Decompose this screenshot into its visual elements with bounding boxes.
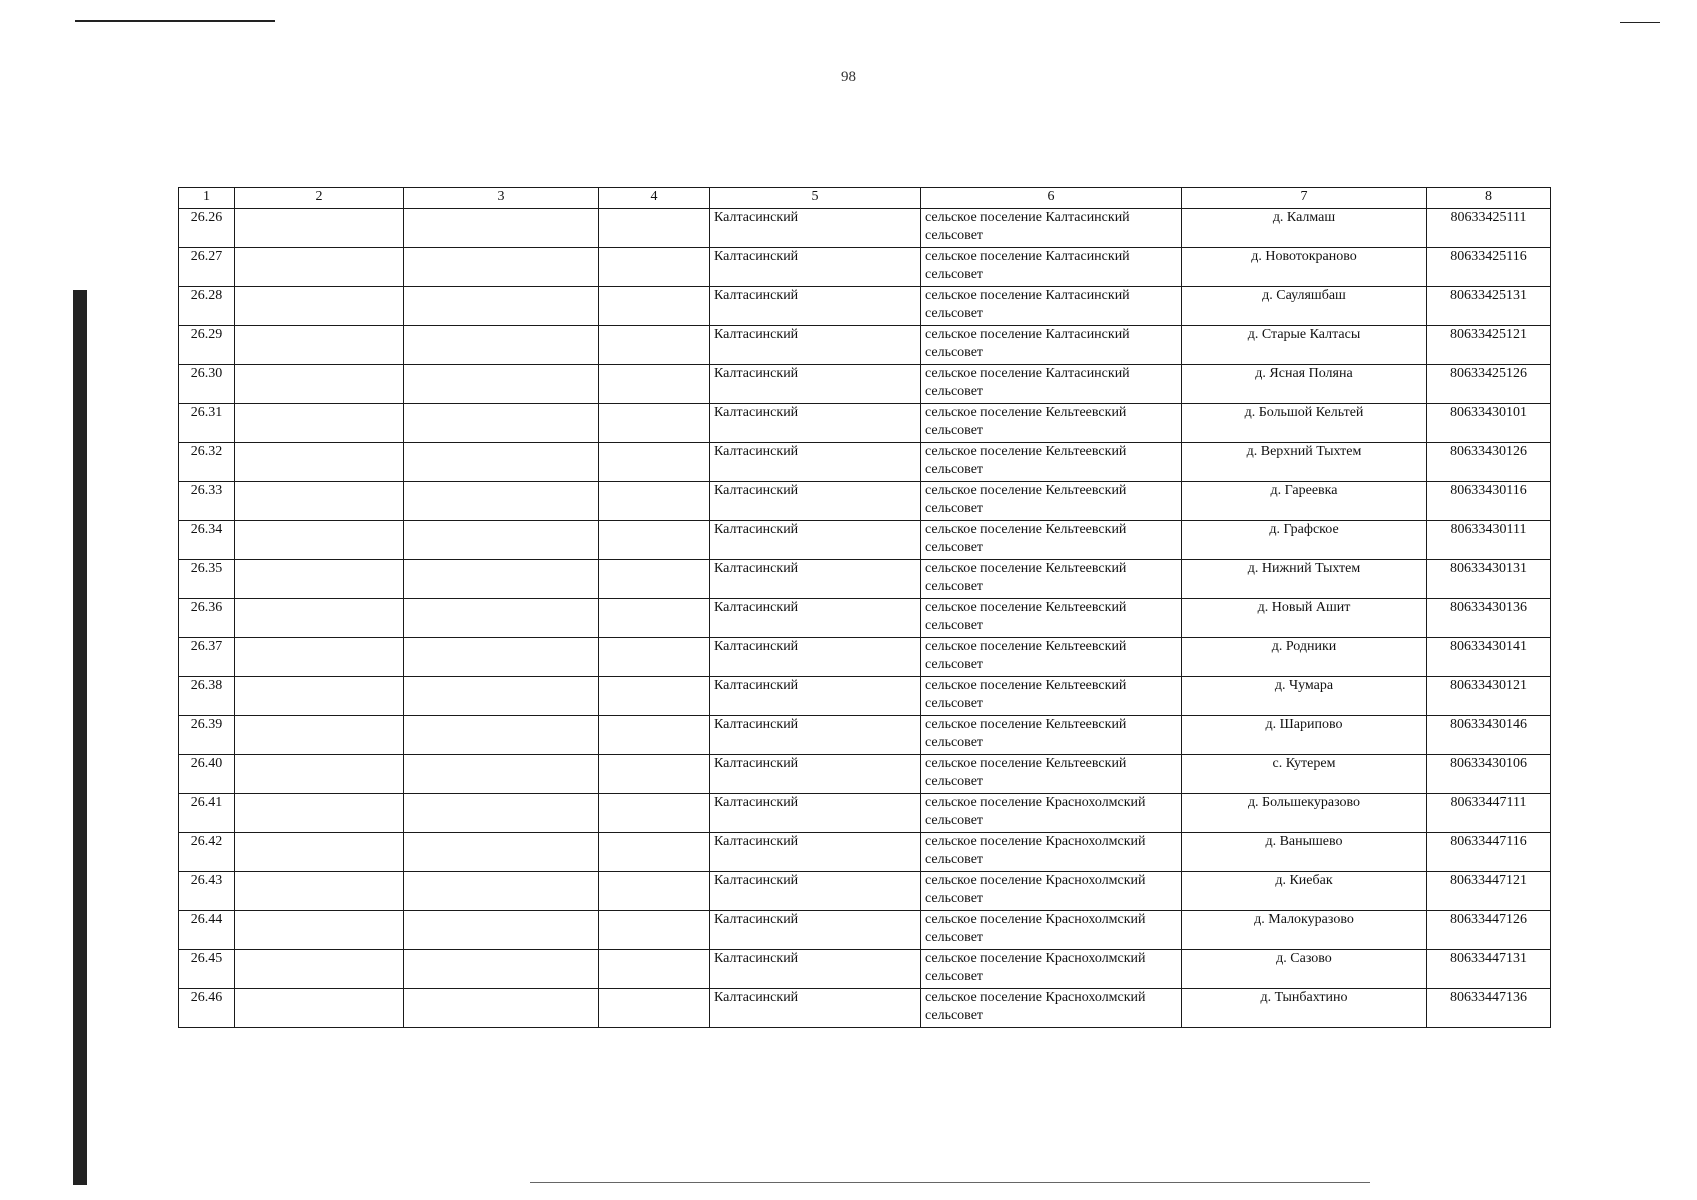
settlement-cell: сельское поселение Калтасинский сельсовет bbox=[921, 209, 1182, 248]
table-row bbox=[179, 872, 1551, 911]
cell-col2 bbox=[235, 638, 404, 677]
cell-col4 bbox=[599, 638, 710, 677]
column-header: 1 bbox=[179, 188, 235, 209]
cell-col4 bbox=[599, 950, 710, 989]
table-row bbox=[179, 950, 1551, 989]
table-row bbox=[179, 443, 1551, 482]
column-header: 3 bbox=[404, 188, 599, 209]
oktmo-code-cell: 80633447111 bbox=[1427, 794, 1551, 833]
row-number: 26.28 bbox=[179, 287, 235, 326]
locality-cell: д. Новотокраново bbox=[1182, 248, 1427, 287]
cell-col4 bbox=[599, 248, 710, 287]
cell-col3 bbox=[404, 521, 599, 560]
cell-col2 bbox=[235, 716, 404, 755]
locality-cell: д. Новый Ашит bbox=[1182, 599, 1427, 638]
cell-col4 bbox=[599, 677, 710, 716]
cell-col2 bbox=[235, 560, 404, 599]
district-cell: Калтасинский bbox=[710, 209, 921, 248]
cell-col3 bbox=[404, 482, 599, 521]
locality-cell: д. Ясная Поляна bbox=[1182, 365, 1427, 404]
cell-col2 bbox=[235, 365, 404, 404]
row-number: 26.38 bbox=[179, 677, 235, 716]
cell-col3 bbox=[404, 716, 599, 755]
oktmo-code-cell: 80633447136 bbox=[1427, 989, 1551, 1028]
cell-col3 bbox=[404, 326, 599, 365]
oktmo-code-cell: 80633447121 bbox=[1427, 872, 1551, 911]
settlement-cell: сельское поселение Кельтеевский сельсовет bbox=[921, 404, 1182, 443]
table-row bbox=[179, 794, 1551, 833]
table-row bbox=[179, 989, 1551, 1028]
cell-col2 bbox=[235, 989, 404, 1028]
scan-edge-top-left bbox=[75, 20, 275, 22]
oktmo-code-cell: 80633430121 bbox=[1427, 677, 1551, 716]
row-number: 26.41 bbox=[179, 794, 235, 833]
locality-cell: д. Ванышево bbox=[1182, 833, 1427, 872]
column-header: 6 bbox=[921, 188, 1182, 209]
cell-col3 bbox=[404, 404, 599, 443]
settlement-cell: сельское поселение Краснохолмский сельсовет bbox=[921, 911, 1182, 950]
cell-col4 bbox=[599, 287, 710, 326]
district-cell: Калтасинский bbox=[710, 248, 921, 287]
row-number: 26.36 bbox=[179, 599, 235, 638]
locality-cell: д. Большой Кельтей bbox=[1182, 404, 1427, 443]
oktmo-code-cell: 80633430116 bbox=[1427, 482, 1551, 521]
settlement-cell: сельское поселение Кельтеевский сельсовет bbox=[921, 755, 1182, 794]
district-cell: Калтасинский bbox=[710, 794, 921, 833]
settlement-cell: сельское поселение Кельтеевский сельсовет bbox=[921, 521, 1182, 560]
district-cell: Калтасинский bbox=[710, 911, 921, 950]
locality-cell: с. Кутерем bbox=[1182, 755, 1427, 794]
cell-col2 bbox=[235, 833, 404, 872]
row-number: 26.40 bbox=[179, 755, 235, 794]
settlement-cell: сельское поселение Краснохолмский сельсовет bbox=[921, 833, 1182, 872]
cell-col4 bbox=[599, 872, 710, 911]
locality-cell: д. Старые Калтасы bbox=[1182, 326, 1427, 365]
oktmo-code-cell: 80633425126 bbox=[1427, 365, 1551, 404]
table-row bbox=[179, 716, 1551, 755]
row-number: 26.29 bbox=[179, 326, 235, 365]
table-row bbox=[179, 248, 1551, 287]
settlement-cell: сельское поселение Кельтеевский сельсовет bbox=[921, 560, 1182, 599]
row-number: 26.32 bbox=[179, 443, 235, 482]
settlements-table bbox=[178, 187, 1551, 1028]
table-header-row bbox=[179, 188, 1551, 209]
table-row bbox=[179, 287, 1551, 326]
row-number: 26.31 bbox=[179, 404, 235, 443]
cell-col2 bbox=[235, 599, 404, 638]
oktmo-code-cell: 80633425111 bbox=[1427, 209, 1551, 248]
column-header: 5 bbox=[710, 188, 921, 209]
table-row bbox=[179, 482, 1551, 521]
district-cell: Калтасинский bbox=[710, 443, 921, 482]
cell-col2 bbox=[235, 950, 404, 989]
settlement-cell: сельское поселение Краснохолмский сельсовет bbox=[921, 950, 1182, 989]
table-row bbox=[179, 521, 1551, 560]
scan-edge-bottom bbox=[530, 1182, 1370, 1183]
cell-col2 bbox=[235, 443, 404, 482]
district-cell: Калтасинский bbox=[710, 950, 921, 989]
table-row bbox=[179, 404, 1551, 443]
cell-col4 bbox=[599, 911, 710, 950]
row-number: 26.35 bbox=[179, 560, 235, 599]
page-number: 98 bbox=[841, 69, 856, 85]
table-row bbox=[179, 326, 1551, 365]
oktmo-code-cell: 80633430106 bbox=[1427, 755, 1551, 794]
locality-cell: д. Верхний Тыхтем bbox=[1182, 443, 1427, 482]
cell-col2 bbox=[235, 482, 404, 521]
column-header: 8 bbox=[1427, 188, 1551, 209]
scan-edge-left-bar bbox=[73, 290, 87, 1185]
locality-cell: д. Киебак bbox=[1182, 872, 1427, 911]
row-number: 26.37 bbox=[179, 638, 235, 677]
oktmo-code-cell: 80633425121 bbox=[1427, 326, 1551, 365]
locality-cell: д. Большекуразово bbox=[1182, 794, 1427, 833]
district-cell: Калтасинский bbox=[710, 560, 921, 599]
settlement-cell: сельское поселение Кельтеевский сельсовет bbox=[921, 638, 1182, 677]
locality-cell: д. Шарипово bbox=[1182, 716, 1427, 755]
cell-col3 bbox=[404, 950, 599, 989]
locality-cell: д. Графское bbox=[1182, 521, 1427, 560]
table-row bbox=[179, 833, 1551, 872]
cell-col3 bbox=[404, 560, 599, 599]
oktmo-code-cell: 80633447116 bbox=[1427, 833, 1551, 872]
cell-col2 bbox=[235, 209, 404, 248]
cell-col3 bbox=[404, 365, 599, 404]
locality-cell: д. Родники bbox=[1182, 638, 1427, 677]
cell-col2 bbox=[235, 872, 404, 911]
cell-col4 bbox=[599, 560, 710, 599]
cell-col4 bbox=[599, 482, 710, 521]
table-row bbox=[179, 911, 1551, 950]
cell-col2 bbox=[235, 326, 404, 365]
oktmo-code-cell: 80633447131 bbox=[1427, 950, 1551, 989]
settlement-cell: сельское поселение Калтасинский сельсовет bbox=[921, 326, 1182, 365]
settlement-cell: сельское поселение Калтасинский сельсовет bbox=[921, 248, 1182, 287]
cell-col2 bbox=[235, 794, 404, 833]
cell-col4 bbox=[599, 521, 710, 560]
district-cell: Калтасинский bbox=[710, 482, 921, 521]
district-cell: Калтасинский bbox=[710, 521, 921, 560]
oktmo-code-cell: 80633430141 bbox=[1427, 638, 1551, 677]
scan-edge-top-right bbox=[1620, 22, 1660, 23]
row-number: 26.44 bbox=[179, 911, 235, 950]
district-cell: Калтасинский bbox=[710, 365, 921, 404]
cell-col4 bbox=[599, 326, 710, 365]
row-number: 26.30 bbox=[179, 365, 235, 404]
table-row bbox=[179, 638, 1551, 677]
table-row bbox=[179, 365, 1551, 404]
district-cell: Калтасинский bbox=[710, 599, 921, 638]
cell-col4 bbox=[599, 599, 710, 638]
row-number: 26.45 bbox=[179, 950, 235, 989]
cell-col4 bbox=[599, 755, 710, 794]
cell-col3 bbox=[404, 209, 599, 248]
locality-cell: д. Тынбахтино bbox=[1182, 989, 1427, 1028]
cell-col3 bbox=[404, 248, 599, 287]
cell-col3 bbox=[404, 677, 599, 716]
oktmo-code-cell: 80633430146 bbox=[1427, 716, 1551, 755]
oktmo-code-cell: 80633430136 bbox=[1427, 599, 1551, 638]
row-number: 26.33 bbox=[179, 482, 235, 521]
table-row bbox=[179, 599, 1551, 638]
cell-col3 bbox=[404, 989, 599, 1028]
cell-col4 bbox=[599, 794, 710, 833]
cell-col4 bbox=[599, 989, 710, 1028]
cell-col3 bbox=[404, 911, 599, 950]
table-row bbox=[179, 755, 1551, 794]
district-cell: Калтасинский bbox=[710, 638, 921, 677]
locality-cell: д. Малокуразово bbox=[1182, 911, 1427, 950]
settlement-cell: сельское поселение Кельтеевский сельсовет bbox=[921, 716, 1182, 755]
settlement-cell: сельское поселение Краснохолмский сельсовет bbox=[921, 989, 1182, 1028]
locality-cell: д. Чумара bbox=[1182, 677, 1427, 716]
row-number: 26.42 bbox=[179, 833, 235, 872]
cell-col4 bbox=[599, 833, 710, 872]
column-header: 7 bbox=[1182, 188, 1427, 209]
row-number: 26.46 bbox=[179, 989, 235, 1028]
settlement-cell: сельское поселение Кельтеевский сельсовет bbox=[921, 443, 1182, 482]
cell-col2 bbox=[235, 911, 404, 950]
cell-col2 bbox=[235, 521, 404, 560]
cell-col3 bbox=[404, 443, 599, 482]
cell-col4 bbox=[599, 209, 710, 248]
oktmo-code-cell: 80633425131 bbox=[1427, 287, 1551, 326]
row-number: 26.34 bbox=[179, 521, 235, 560]
table-row bbox=[179, 209, 1551, 248]
district-cell: Калтасинский bbox=[710, 677, 921, 716]
settlement-cell: сельское поселение Калтасинский сельсовет bbox=[921, 365, 1182, 404]
district-cell: Калтасинский bbox=[710, 755, 921, 794]
cell-col2 bbox=[235, 287, 404, 326]
district-cell: Калтасинский bbox=[710, 989, 921, 1028]
oktmo-code-cell: 80633430111 bbox=[1427, 521, 1551, 560]
cell-col2 bbox=[235, 248, 404, 287]
district-cell: Калтасинский bbox=[710, 287, 921, 326]
oktmo-code-cell: 80633430131 bbox=[1427, 560, 1551, 599]
row-number: 26.26 bbox=[179, 209, 235, 248]
oktmo-code-cell: 80633430126 bbox=[1427, 443, 1551, 482]
district-cell: Калтасинский bbox=[710, 716, 921, 755]
settlement-cell: сельское поселение Кельтеевский сельсовет bbox=[921, 599, 1182, 638]
cell-col3 bbox=[404, 287, 599, 326]
settlement-cell: сельское поселение Кельтеевский сельсовет bbox=[921, 482, 1182, 521]
oktmo-code-cell: 80633447126 bbox=[1427, 911, 1551, 950]
cell-col3 bbox=[404, 599, 599, 638]
cell-col3 bbox=[404, 638, 599, 677]
locality-cell: д. Сазово bbox=[1182, 950, 1427, 989]
district-cell: Калтасинский bbox=[710, 833, 921, 872]
oktmo-code-cell: 80633425116 bbox=[1427, 248, 1551, 287]
cell-col3 bbox=[404, 755, 599, 794]
cell-col4 bbox=[599, 716, 710, 755]
cell-col4 bbox=[599, 365, 710, 404]
locality-cell: д. Сауляшбаш bbox=[1182, 287, 1427, 326]
cell-col4 bbox=[599, 404, 710, 443]
locality-cell: д. Нижний Тыхтем bbox=[1182, 560, 1427, 599]
table-row bbox=[179, 677, 1551, 716]
column-header: 4 bbox=[599, 188, 710, 209]
cell-col3 bbox=[404, 833, 599, 872]
cell-col2 bbox=[235, 755, 404, 794]
row-number: 26.27 bbox=[179, 248, 235, 287]
settlement-cell: сельское поселение Кельтеевский сельсовет bbox=[921, 677, 1182, 716]
row-number: 26.43 bbox=[179, 872, 235, 911]
cell-col3 bbox=[404, 794, 599, 833]
cell-col3 bbox=[404, 872, 599, 911]
district-cell: Калтасинский bbox=[710, 872, 921, 911]
district-cell: Калтасинский bbox=[710, 404, 921, 443]
district-cell: Калтасинский bbox=[710, 326, 921, 365]
cell-col2 bbox=[235, 404, 404, 443]
locality-cell: д. Калмаш bbox=[1182, 209, 1427, 248]
settlement-cell: сельское поселение Калтасинский сельсовет bbox=[921, 287, 1182, 326]
settlement-cell: сельское поселение Краснохолмский сельсовет bbox=[921, 794, 1182, 833]
cell-col4 bbox=[599, 443, 710, 482]
column-header: 2 bbox=[235, 188, 404, 209]
oktmo-code-cell: 80633430101 bbox=[1427, 404, 1551, 443]
row-number: 26.39 bbox=[179, 716, 235, 755]
settlement-cell: сельское поселение Краснохолмский сельсовет bbox=[921, 872, 1182, 911]
table-row bbox=[179, 560, 1551, 599]
locality-cell: д. Гареевка bbox=[1182, 482, 1427, 521]
cell-col2 bbox=[235, 677, 404, 716]
